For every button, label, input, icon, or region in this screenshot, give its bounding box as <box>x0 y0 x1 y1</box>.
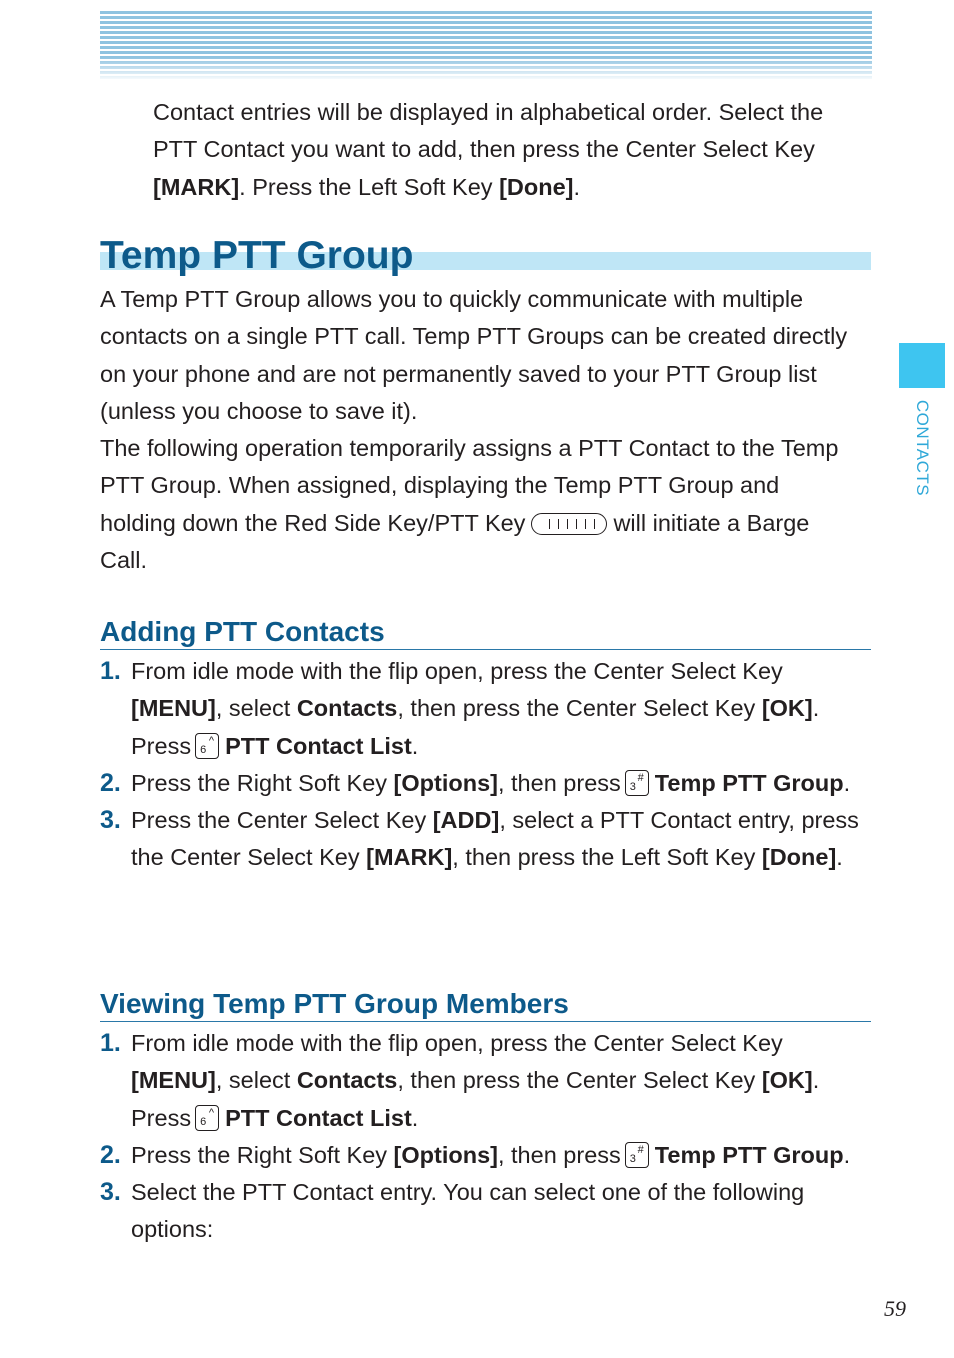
section-tab-marker <box>899 343 945 388</box>
viewing-steps <box>100 1025 871 1249</box>
list-item: 1. From idle mode with the flip open, press the Center Select Key [MENU], select Contacts, then press the Center Select Key [OK]. Press 6 ^ PTT Contact List. <box>100 1025 871 1137</box>
ptt-key-icon <box>531 513 607 535</box>
step-number: 1. <box>100 657 121 685</box>
key-3-icon: 3 # <box>625 1142 649 1168</box>
step-number: 3. <box>100 1178 121 1207</box>
key-6-icon: 6 ^ <box>195 733 219 759</box>
list-item: 3. Select the PTT Contact entry. You can select one of the following options: <box>100 1174 871 1249</box>
list-item: 2. Press the Right Soft Key [Options], then press 3 # Temp PTT Group. <box>100 1137 871 1174</box>
header-decoration <box>100 11 872 79</box>
list-item: 2. Press the Right Soft Key [Options], then press 3 # Temp PTT Group. <box>100 765 871 802</box>
operation-description: The following operation temporarily assigns a PTT Contact to the Temp PTT Group. When assigned, displaying the Temp PTT Group and holding down the Red Side Key/PTT Key will initiate a Barge Call. <box>100 435 839 573</box>
step-number: 1. <box>100 1029 121 1057</box>
list-item: 3. Press the Center Select Key [ADD], select a PTT Contact entry, press the Center Select Key [MARK], then press the Left Soft Key [Done]. <box>100 802 871 877</box>
key-6-icon: 6 ^ <box>195 1105 219 1131</box>
adding-steps <box>100 653 871 877</box>
step-number: 3. <box>100 806 121 835</box>
step-number: 2. <box>100 1140 121 1169</box>
key-3-icon: 3 # <box>625 770 649 796</box>
intro-description: A Temp PTT Group allows you to quickly communicate with multiple contacts on a single PTT call. Temp PTT Groups can be created directly on your phone and are not permanently saved to your PTT Group list (unless you choose to save it). <box>100 286 848 424</box>
list-item: 1. From idle mode with the flip open, press the Center Select Key [MENU], select Contacts, then press the Center Select Key [OK]. Press 6 ^ PTT Contact List. <box>100 653 871 765</box>
intro-paragraph: Contact entries will be displayed in alphabetical order. Select the PTT Contact you want to add, then press the Center Select Key [MARK]. Press the Left Soft Key [Done]. <box>153 99 824 200</box>
section-heading-viewing: Viewing Temp PTT Group Members <box>100 987 871 1022</box>
section-heading-adding: Adding PTT Contacts <box>100 615 871 650</box>
section-tab-label: CONTACTS <box>913 399 932 497</box>
step-number: 2. <box>100 768 121 797</box>
page-number: 59 <box>884 1296 906 1321</box>
page-title: Temp PTT Group <box>100 234 414 277</box>
